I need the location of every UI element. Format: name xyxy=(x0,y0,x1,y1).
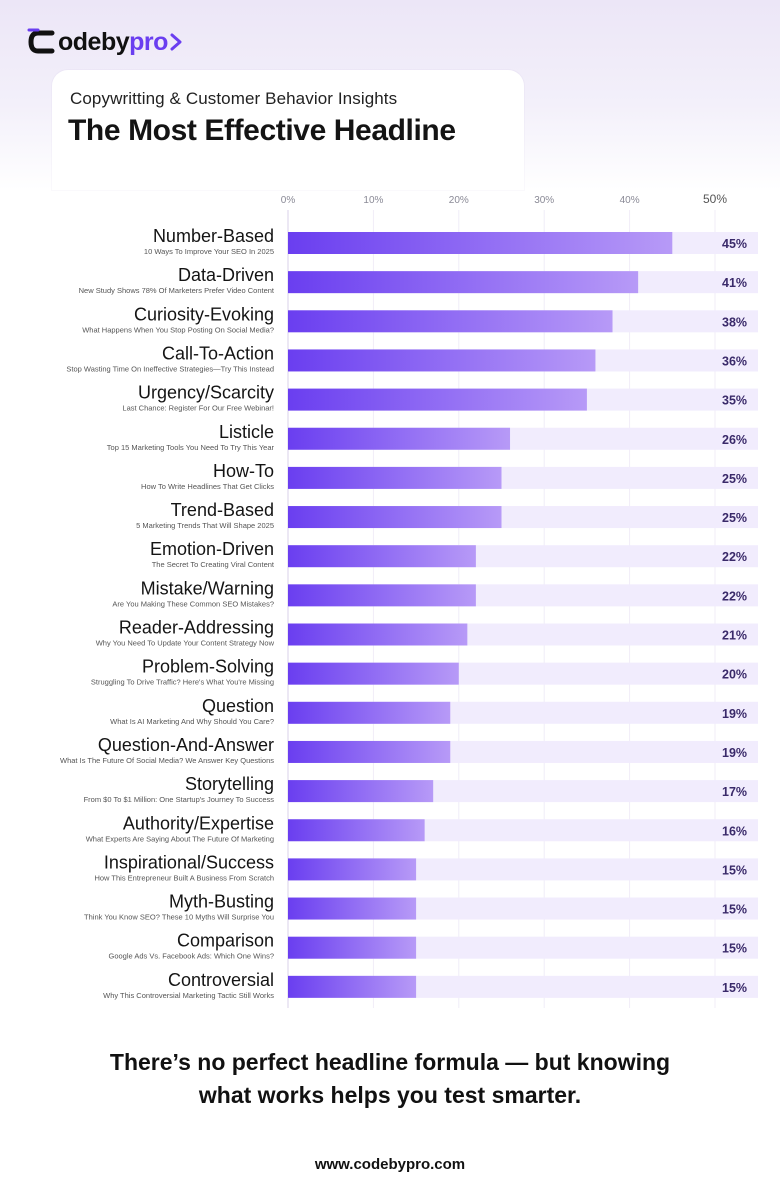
category-label: How-To xyxy=(212,460,274,481)
example-headline: What Experts Are Saying About The Future Of Marketing xyxy=(85,834,274,844)
value-label: 26% xyxy=(722,432,748,447)
x-tick-label: 20% xyxy=(448,195,469,206)
category-label: Emotion-Driven xyxy=(149,539,274,560)
value-label: 15% xyxy=(722,980,748,995)
chart-row xyxy=(86,813,758,843)
bar xyxy=(288,584,476,606)
value-label: 16% xyxy=(722,824,748,839)
bar xyxy=(288,428,510,450)
example-headline: Struggling To Drive Traffic? Here's What You're Missing xyxy=(90,677,274,687)
footer-quote xyxy=(0,1046,780,1112)
x-tick-label: 0% xyxy=(280,195,296,206)
category-label: Comparison xyxy=(176,930,274,951)
example-headline: 10 Ways To Improve Your SEO In 2025 xyxy=(143,247,274,256)
example-headline: From $0 To $1 Million: One Startup's Journey To Success xyxy=(83,795,274,805)
x-tick-label: 10% xyxy=(363,195,384,206)
value-label: 25% xyxy=(722,471,748,486)
chart-row xyxy=(112,578,758,608)
value-label: 15% xyxy=(722,941,748,956)
bar xyxy=(288,702,450,724)
example-headline: How This Entrepreneur Built A Business From Scratch xyxy=(94,873,274,883)
category-label: Urgency/Scarcity xyxy=(137,382,274,403)
website-url[interactable]: www.codebypro.com xyxy=(314,1156,466,1173)
bar xyxy=(288,624,467,646)
chart-row xyxy=(84,892,758,922)
example-headline: The Secret To Creating Viral Content xyxy=(151,560,274,570)
chart-row xyxy=(84,774,758,804)
category-label: Curiosity-Evoking xyxy=(133,304,274,325)
bar xyxy=(288,506,502,528)
chart-row xyxy=(136,500,758,530)
example-headline: What Is AI Marketing And Why Should You Care? xyxy=(110,716,274,726)
value-label: 17% xyxy=(722,785,748,800)
chart-row xyxy=(107,422,758,452)
chart-row xyxy=(91,657,758,687)
bar xyxy=(288,819,425,841)
value-label: 20% xyxy=(722,667,748,682)
value-label: 22% xyxy=(722,550,748,565)
bar xyxy=(288,663,459,685)
bar xyxy=(288,349,595,371)
chart-row xyxy=(150,539,758,569)
example-headline: Google Ads Vs. Facebook Ads: Which One Wins? xyxy=(108,951,274,961)
bar xyxy=(288,467,502,489)
example-headline: Why You Need To Update Your Content Strategy Now xyxy=(95,638,274,648)
bar xyxy=(288,389,587,411)
example-headline: What Happens When You Stop Posting On Social Media? xyxy=(82,325,274,335)
value-label: 41% xyxy=(722,276,748,291)
x-tick-label: 30% xyxy=(534,195,555,206)
category-label: Mistake/Warning xyxy=(140,578,274,599)
category-label: Storytelling xyxy=(184,774,274,795)
category-label: Question xyxy=(201,695,274,716)
value-label: 19% xyxy=(722,745,748,760)
bar xyxy=(288,271,638,293)
example-headline: New Study Shows 78% Of Marketers Prefer Video Content xyxy=(78,286,274,296)
chart-row xyxy=(60,735,758,765)
chart-row xyxy=(94,852,758,882)
category-label: Question-And-Answer xyxy=(97,734,274,755)
bar xyxy=(288,858,416,880)
chart-row xyxy=(79,265,758,295)
chart-row xyxy=(82,304,758,334)
footer-quote-line-1: There’s no perfect headline formula — but knowing xyxy=(109,1049,671,1075)
example-headline: What Is The Future Of Social Media? We Answer Key Questions xyxy=(60,755,274,765)
bar xyxy=(288,780,433,802)
value-label: 38% xyxy=(722,315,748,330)
chart-row xyxy=(122,383,758,413)
chart-row xyxy=(141,461,758,491)
category-label: Controversial xyxy=(167,969,274,990)
bar xyxy=(288,741,450,763)
footer-quote-line-2: what works helps you test smarter. xyxy=(198,1082,582,1108)
example-headline: 5 Marketing Trends That Will Shape 2025 xyxy=(136,521,274,531)
category-label: Reader-Addressing xyxy=(118,617,274,638)
example-headline: Top 15 Marketing Tools You Need To Try This Year xyxy=(106,442,274,452)
category-label: Authority/Expertise xyxy=(122,813,274,834)
bar xyxy=(288,545,476,567)
category-label: Problem-Solving xyxy=(141,656,274,677)
chart-row xyxy=(96,618,758,648)
value-label: 45% xyxy=(722,237,748,251)
example-headline: Stop Wasting Time On Ineffective Strategies—Try This Instead xyxy=(66,364,274,374)
page-title: The Most Effective Headline xyxy=(68,114,456,147)
value-label: 22% xyxy=(722,589,748,604)
value-label: 36% xyxy=(722,354,748,369)
bar xyxy=(288,232,672,254)
category-label: Data-Driven xyxy=(177,265,274,286)
example-headline: Last Chance: Register For Our Free Webinar! xyxy=(122,403,274,413)
example-headline: How To Write Headlines That Get Clicks xyxy=(141,481,274,491)
category-label: Listicle xyxy=(218,421,274,442)
value-label: 15% xyxy=(722,863,748,878)
x-tick-label: 40% xyxy=(619,195,640,206)
category-label: Number-Based xyxy=(152,226,274,246)
value-label: 15% xyxy=(722,902,748,917)
value-label: 35% xyxy=(722,393,748,408)
category-label: Inspirational/Success xyxy=(103,852,274,873)
chart-row xyxy=(110,696,758,726)
chart-row xyxy=(109,931,759,961)
brand-name: odebypro xyxy=(58,27,168,56)
value-label: 21% xyxy=(722,628,748,643)
category-label: Myth-Busting xyxy=(168,891,274,912)
value-label: 25% xyxy=(722,511,748,526)
chart-row xyxy=(144,226,758,256)
example-headline: Why This Controversial Marketing Tactic Still Works xyxy=(103,990,274,1000)
bar xyxy=(288,310,613,332)
bar xyxy=(288,937,416,959)
category-label: Call-To-Action xyxy=(161,343,274,364)
x-tick-label: 50% xyxy=(702,192,728,206)
example-headline: Are You Making These Common SEO Mistakes? xyxy=(112,599,274,609)
bar xyxy=(288,976,416,998)
category-label: Trend-Based xyxy=(170,500,274,521)
bar xyxy=(288,898,416,920)
chart-row xyxy=(66,343,758,373)
example-headline: Think You Know SEO? These 10 Myths Will Surprise You xyxy=(84,912,274,922)
page-subtitle: Copywritting & Customer Behavior Insights xyxy=(70,89,398,108)
chart-row xyxy=(103,970,758,1000)
value-label: 19% xyxy=(722,706,748,721)
